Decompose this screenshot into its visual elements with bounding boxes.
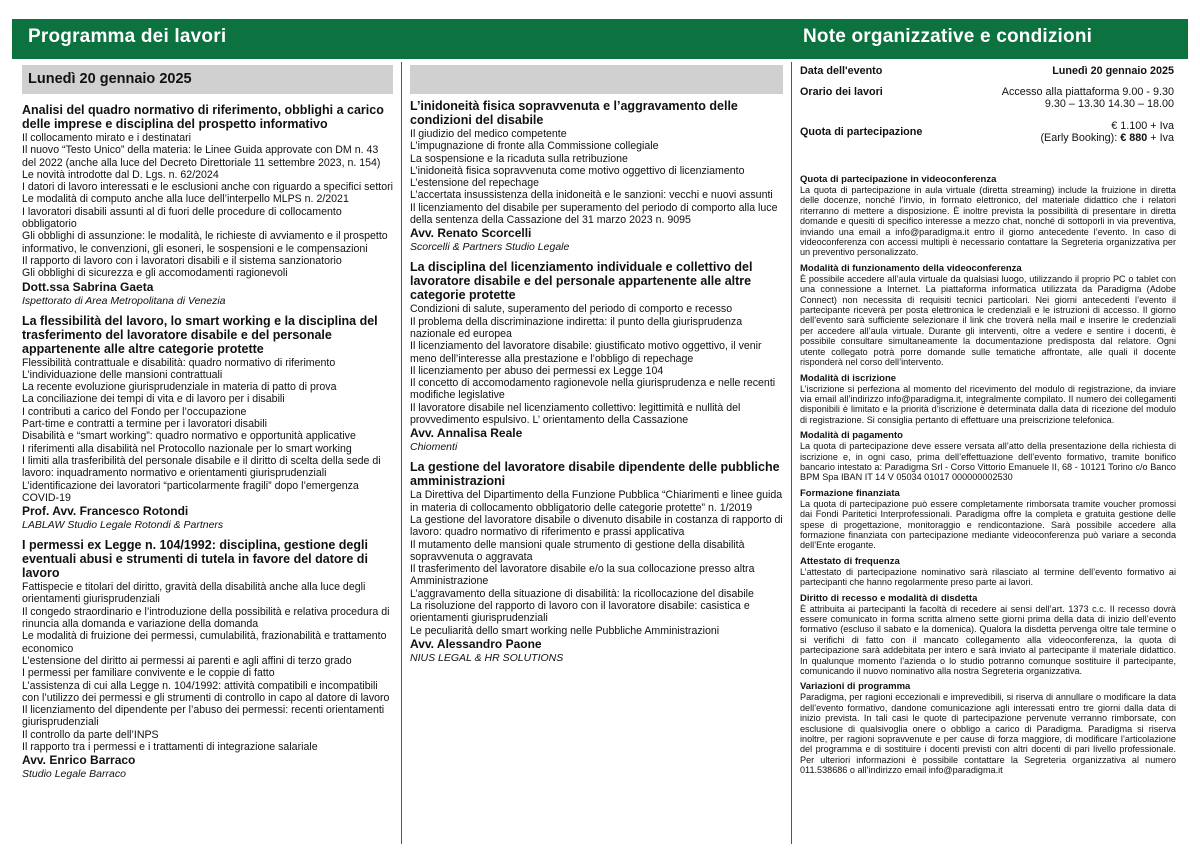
fee-early-value: € 880 [1120, 132, 1148, 144]
speaker-organization: Scorcelli & Partners Studio Legale [410, 241, 570, 254]
note-section [800, 174, 1176, 258]
note-text: La quota di partecipazione in aula virtuale (diretta streaming) include la fruizione in diretta delle docenze, nonché l’invio, in formato elettronico, del materiale didattico che i relatori riterranno di mettere a disposizione. È inoltre prevista la possibilità di presentare in diretta domande e quesiti di specifico interesse a mezzo chat, nonché di sottoporli in via preventiva, inviando una email a info@paradigma.it entro il giorno antecedente l’evento. In caso di videoconferenza con accessi multipli è necessario contattare la Segreteria organizzativa per un preventivo personalizzato. [800, 185, 1176, 258]
date-value: Lunedì 20 gennaio 2025 [1052, 65, 1174, 77]
topic-item: I riferimenti alla disabilità nel Protocollo nazionale per lo smart working [22, 442, 352, 455]
fee-label: Quota di partecipazione [800, 125, 923, 138]
note-title: Formazione finanziata [800, 487, 900, 499]
program-title: Programma dei lavori [28, 26, 227, 47]
speaker-name: Dott.ssa Sabrina Gaeta [22, 279, 154, 294]
note-section [800, 430, 1176, 483]
note-text: La quota di partecipazione può essere completamente rimborsata tramite voucher promossi dai Fondi Paritetici Interprofessionali. Paradigma offre la completa e gratuita gestione delle spese di progettazione, monitoraggio e rendicontazione. Sarà possibile accedere alla formazione finanziata con partecipazione mediante videoconferenza può variare a seconda dell’Ente erogante. [800, 498, 1176, 551]
topic-item: Le peculiarità dello smart working nelle Pubbliche Amministrazioni [410, 624, 720, 637]
topic-title: La flessibilità del lavoro, lo smart working e la disciplina del trasferimento del lavoratore disabile e del personale appartenente alle altre categorie protette [22, 313, 378, 356]
note-title: Modalità di pagamento [800, 430, 903, 442]
note-text: L’attestato di partecipazione nominativo sarà rilasciato al termine dell’evento formativo ai partecipanti che hanno regolarmente preso parte ai lavori. [800, 566, 1176, 588]
topic-item: Il licenziamento del dipendente per l’abuso dei permessi: recenti orientamenti giurisprudenziali [22, 704, 385, 729]
topic-item: Il trasferimento del lavoratore disabile e/o la sua collocazione presso altra Amministrazione [410, 563, 755, 588]
program-topic [410, 260, 783, 453]
date-label: Data dell'evento [800, 65, 883, 77]
topic-item: La gestione del lavoratore disabile o divenuto disabile in costanza di rapporto di lavoro: quadro normativo di riferimento e prassi applicativa [410, 513, 783, 539]
topic-items [410, 303, 783, 426]
topic-items [22, 581, 393, 753]
topic-item: Il congedo straordinario e l’introduzione della possibilità e relativa procedura di rinuncia alla domanda e variazione della domanda [22, 605, 390, 631]
topic-item: Gli obblighi di sicurezza e gli accomodamenti ragionevoli [22, 267, 288, 280]
note-section [800, 556, 1176, 588]
time-label: Orario dei lavori [800, 85, 883, 98]
topic-item: Il licenziamento del disabile per superamento del periodo di comporto alla luce della sentenza della Cassazione del 31 marzo 2023 n. 9095 [410, 201, 778, 227]
notes-list [800, 174, 1176, 781]
note-text: La quota di partecipazione deve essere versata all’atto della presentazione della richiesta di iscrizione e, in ogni caso, prima dell’effettuazione dell’evento formativo, tramite bonifico bancario intestato a: Paradigma Srl - Corso Vittorio Emanuele II, 68 - 10121 Torino c/o Banco BPM Spa IBAN IT 14 V 05034 01017 000000002530 [800, 441, 1176, 483]
topic-item: Fattispecie e titolari del diritto, gravità della disabilità anche alla luce degli orientamenti giurisprudenziali [22, 581, 366, 606]
topic-title: I permessi ex Legge n. 104/1992: disciplina, gestione degli eventuali abusi e strumenti di tutela in favore del datore di lavoro [22, 538, 368, 581]
topic-items [22, 132, 393, 280]
topic-item: Il licenziamento per abuso dei permessi ex Legge 104 [410, 364, 664, 377]
speaker-organization: Chiomenti [410, 441, 458, 454]
topic-item: L’estensione del repechage [410, 177, 539, 190]
note-text: L’iscrizione si perfeziona al momento del ricevimento del modulo di registrazione, da inviare via email all’indirizzo info@paradigma.it, integralmente compilato. Il numero dei collegamenti disponibili è limitato e la priorità d’iscrizione è determinata dalla data di ricezione del modulo di registrazione. Si consiglia pertanto di effettuare una preiscrizione telefonica. [800, 383, 1176, 425]
topic-item: Le novità introdotte dal D. Lgs. n. 62/2024 [22, 168, 219, 181]
topic-item: Il rapporto tra i permessi e i trattamenti di integrazione salariale [22, 740, 318, 753]
note-section [800, 263, 1176, 368]
topic-item: Il lavoratore disabile nel licenziamento collettivo: legittimità e nullità del provvedimento espulsivo. L’ orientamento della Cassazione [410, 401, 741, 427]
topic-items [410, 489, 783, 637]
note-title: Attestato di frequenza [800, 555, 900, 567]
topic-item: Il problema della discriminazione indiretta: il punto della giurisprudenza nazionale ed europea [410, 315, 743, 340]
topic-item: I limiti alla trasferibilità del personale disabile e il diritto di scelta della sede di lavoro: inquadramento normativo e orientamenti giurisprudenziali [22, 454, 381, 480]
date-bar-empty [410, 65, 783, 94]
topic-item: Il licenziamento del lavoratore disabile: giustificato motivo oggettivo, il venir meno dell’interesse alla prestazione e l’obbligo di repechage [410, 340, 762, 365]
topic-item: Il collocamento mirato e i destinatari [22, 132, 191, 144]
topic-item: L’aggravamento della situazione di disabilità: la ricollocazione del disabile [410, 587, 754, 600]
note-title: Diritto di recesso e modalità di disdetta [800, 592, 978, 604]
topic-item: L’accertata insussistenza della inidoneità e le sanzioni: vecchi e nuovi assunti [410, 189, 773, 202]
topics-list [22, 103, 393, 780]
topic-item: L’individuazione delle mansioni contrattuali [22, 368, 223, 381]
speaker-organization: NIUS LEGAL & HR SOLUTIONS [410, 651, 564, 664]
speaker-name: Avv. Annalisa Reale [410, 426, 523, 441]
topic-title: La gestione del lavoratore disabile dipendente delle pubbliche amministrazioni [410, 460, 780, 489]
program-topic [22, 538, 393, 780]
program-column-1 [12, 62, 402, 844]
program-topic [22, 103, 393, 307]
speaker-name: Prof. Avv. Francesco Rotondi [22, 504, 189, 519]
topics-list [410, 99, 783, 664]
note-text: È possibile accedere all’aula virtuale da qualsiasi luogo, utilizzando il proprio PC o tablet con una connessione a Internet. La piattaforma informatica utilizzata da Paradigma (Adobe Connect) non necessita di requisiti tecnici particolari. Nei giorni antecedenti l’evento il partecipante riceverà per posta elettronica le credenziali e le istruzioni di accesso. Il giorno dell’evento sarà sufficiente selezionare il link che troverà nella mail e inserire le credenziali per accedere all’aula virtuale. Durante gli interventi, oltre a vedere e sentire i docenti, è possibile consultare simultaneamente la documentazione predisposta dal relatore. Ogni utente collegato potrà porre domande sulle tematiche affrontate, alle quali il docente risponderà nel corso dell’intervento. [800, 273, 1176, 368]
topic-item: La Direttiva del Dipartimento della Funzione Pubblica “Chiarimenti e linee guida in materia di collocamento obbligatorio delle categorie protette” n. 1/2019 [410, 489, 783, 514]
topic-item: L’identificazione dei lavoratori “particolarmente fragili” dopo l’emergenza COVID-19 [22, 479, 359, 504]
event-info [800, 64, 1174, 145]
topic-item: Il rapporto di lavoro con i lavoratori disabili e il sistema sanzionatorio [22, 254, 342, 267]
note-section [800, 373, 1176, 426]
fee-early-suffix: + Iva [1147, 132, 1174, 144]
notes-title: Note organizzative e condizioni [803, 26, 1093, 47]
topic-item: Condizioni di salute, superamento del periodo di comporto e recesso [410, 303, 733, 316]
topic-item: L’inidoneità fisica sopravvenuta come motivo oggettivo di licenziamento [410, 164, 745, 177]
topic-item: Flessibilità contrattuale e disabilità: quadro normativo di riferimento [22, 356, 336, 369]
topic-item: I datori di lavoro interessati e le esclusioni anche con riguardo a specifici settori [22, 181, 393, 194]
note-title: Variazioni di programma [800, 681, 911, 693]
header-bar [12, 19, 1188, 59]
topic-title: Analisi del quadro normativo di riferimento, obblighi a carico delle imprese e disciplina del prospetto informativo [22, 103, 384, 131]
program-topic [410, 99, 783, 253]
speaker-organization: Studio Legale Barraco [22, 768, 126, 781]
speaker-organization: LABLAW Studio Legale Rotondi & Partners [22, 519, 224, 532]
topic-items [22, 357, 393, 505]
topic-item: La sospensione e la ricaduta sulla retribuzione [410, 152, 628, 165]
topic-item: Il controllo da parte dell’INPS [22, 728, 159, 741]
fee-value: € 1.100 + Iva [1111, 119, 1174, 132]
topic-item: I contributi a carico del Fondo per l’occupazione [22, 405, 247, 418]
speaker-name: Avv. Enrico Barraco [22, 753, 136, 768]
topic-item: La recente evoluzione giurisprudenziale in materia di patto di prova [22, 381, 337, 394]
note-title: Modalità di funzionamento della videoconferenza [800, 262, 1022, 274]
note-text: Paradigma, per ragioni eccezionali e imprevedibili, si riserva di annullare o modificare la data dell’evento formativo, dandone comunicazione agli interessati entro tre giorni dalla data di inizio prevista. In tali casi le quote di partecipazione pervenute verranno rimborsate, con esclusione di qualsivoglia onere o obbligo a carico di Paradigma. Paradigma si riserva inoltre, per ragioni sopravvenute e per cause di forza maggiore, di modificare l’articolazione del programma e di sostituire i docenti previsti con altri docenti di pari livello professionale. Per ulteriori informazioni è possibile contattare la Segreteria organizzativa al numero 011.538686 o all’indirizzo email info@paradigma.it [800, 692, 1176, 776]
topic-item: Part-time e contratti a termine per i lavoratori disabili [22, 418, 267, 431]
topic-item: Gli obblighi di assunzione: le modalità, le richieste di avviamento e il prospetto informativo, le convenzioni, gli esoneri, le sospensioni e le compensazioni [22, 230, 388, 255]
program-topic [410, 460, 783, 664]
topic-item: La risoluzione del rapporto di lavoro con il lavoratore disabile: casistica e orientamenti giurisprudenziali [410, 600, 750, 625]
topic-item: Le modalità di fruizione dei permessi, cumulabilità, frazionabilità e trattamento economico [22, 630, 387, 655]
program-column-2 [402, 62, 792, 844]
note-title: Modalità di iscrizione [800, 372, 897, 384]
note-section [800, 681, 1176, 775]
program-topic [22, 314, 393, 532]
program-date: Lunedì 20 gennaio 2025 [22, 65, 393, 94]
topic-title: La disciplina del licenziamento individuale e collettivo del lavoratore disabile e del personale appartenente alle altre categorie protette [410, 260, 753, 303]
topic-item: Disabilità e “smart working”: quadro normativo e opportunità applicative [22, 430, 356, 443]
speaker-name: Avv. Alessandro Paone [410, 636, 542, 651]
topic-item: Il nuovo “Testo Unico” della materia: le Linee Guida approvate con DM n. 43 del 2022 (anche alla luce del Decreto Direttoriale 11 settembre 2023, n. 154) [22, 144, 381, 169]
topic-item: Il giudizio del medico competente [410, 128, 567, 140]
topic-title: L’inidoneità fisica sopravvenuta e l’aggravamento delle condizioni del disabile [410, 99, 738, 127]
topic-item: Il mutamento delle mansioni quale strumento di gestione della disabilità sopravvenuta o aggravata [410, 538, 745, 563]
topic-item: Il concetto di accomodamento ragionevole nella giurisprudenza e nelle recenti modifiche legislative [410, 377, 776, 402]
topic-item: La conciliazione dei tempi di vita e di lavoro per i disabili [22, 393, 285, 406]
topic-items [410, 128, 783, 226]
topic-item: L’estensione del diritto ai permessi ai parenti e agli affini di terzo grado [22, 654, 352, 667]
topic-item: L’impugnazione di fronte alla Commissione collegiale [410, 140, 659, 153]
note-section [800, 488, 1176, 551]
topic-item: I lavoratori disabili assunti al di fuori delle procedure di collocamento obbligatorio [22, 205, 342, 231]
note-text: È attribuita ai partecipanti la facoltà di recedere ai sensi dell’art. 1373 c.c. Il recesso dovrà essere comunicato in forma scritta almeno sette giorni prima della data di inizio dell’evento formativo (escluso il sabato e la domenica). Qualora la disdetta pervenga oltre tale termine o si verifichi di fatto con il mancato collegamento alla videoconferenza, la quota di partecipazione sarà addebitata per intero e sarà inviato al partecipante il materiale didattico. In qualunque momento l’azienda o lo studio potranno comunque sostituire il partecipante, comunicando il nuovo nominativo alla nostra Segreteria organizzativa. [800, 603, 1176, 677]
note-title: Quota di partecipazione in videoconferenza [800, 174, 997, 185]
topic-item: Le modalità di computo anche alla luce dell’interpello MLPS n. 2/2021 [22, 193, 349, 206]
speaker-name: Avv. Renato Scorcelli [410, 226, 532, 241]
notes-column [792, 62, 1188, 844]
note-section [800, 593, 1176, 677]
fee-early-label: (Early Booking): [1040, 132, 1121, 144]
time-sessions: 9.30 – 13.30 14.30 – 18.00 [1044, 98, 1174, 110]
topic-item: L’assistenza di cui alla Legge n. 104/1992: attività compatibili e incompatibili con l’utilizzo dei permessi e gli strumenti di controllo in capo al datore di lavoro [22, 679, 390, 704]
time-access: Accesso alla piattaforma 9.00 - 9.30 [1001, 85, 1174, 98]
speaker-organization: Ispettorato di Area Metropolitana di Venezia [22, 294, 226, 307]
topic-item: I permessi per familiare convivente e le coppie di fatto [22, 667, 275, 680]
